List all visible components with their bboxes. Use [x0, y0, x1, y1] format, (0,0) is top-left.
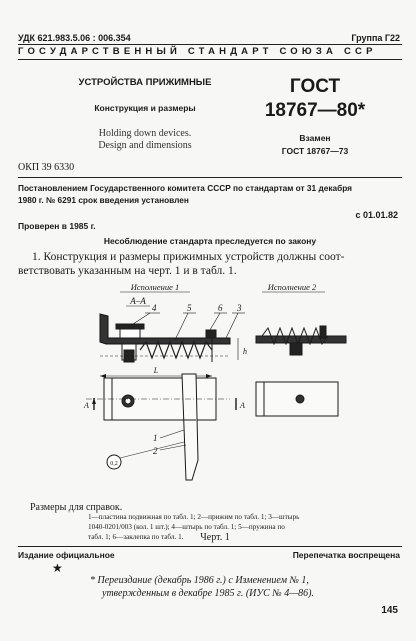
section-mark-right: А	[240, 401, 245, 410]
callout-2: 2	[153, 446, 158, 456]
body-paragraph-line-1: 1. Конструкция и размеры прижимных устройств должны соот-	[32, 251, 345, 263]
version-2-label: Исполнение 2	[267, 282, 317, 292]
callout-6: 6	[218, 303, 223, 313]
decree-line-2: 1980 г. № 6291 срок введения установлен	[18, 195, 189, 205]
udk-code: УДК 621.983.5.06 : 006.354	[18, 33, 131, 43]
dimension-h: h	[243, 347, 247, 356]
document-subtitle: Конструкция и размеры	[94, 103, 196, 113]
version-2-plan-view	[256, 382, 338, 416]
header-rule-top	[18, 44, 402, 45]
document-title: УСТРОЙСТВА ПРИЖИМНЫЕ	[78, 77, 212, 88]
reissue-line-1: * Переиздание (декабрь 1986 г.) с Изменением № 1,	[90, 575, 309, 586]
official-edition: Издание официальное	[18, 550, 115, 560]
version-2-side-view	[256, 326, 346, 355]
gost-number: 18767—80*	[264, 100, 366, 121]
decree-line-1: Постановлением Государственного комитета СССР по стандартам от 31 декабря	[18, 183, 353, 193]
notes-line-1: 1—пластина подвижная по табл. 1; 2—прижим по табл. 1; 3—штырь	[88, 513, 300, 521]
gost-label: ГОСТ	[289, 76, 341, 97]
replace-label: Взамен	[299, 133, 331, 143]
dimension-L: L	[153, 366, 159, 375]
reprint-prohibited: Перепечатка воспрещена	[292, 550, 400, 560]
legal-warning: Несоблюдение стандарта преследуется по закону	[103, 236, 317, 246]
okp-code: ОКП 39 6330	[18, 162, 75, 173]
state-standard-line: ГОСУДАРСТВЕННЫЙ СТАНДАРТ СОЮЗА ССР	[18, 46, 377, 57]
effective-date: с 01.01.82	[355, 210, 398, 220]
header-rule-bottom	[18, 59, 402, 60]
roughness-label: 0,2	[110, 461, 118, 467]
notes-title: Размеры для справок.	[30, 502, 123, 513]
title-english-1: Holding down devices.	[98, 128, 192, 139]
technical-drawing	[0, 280, 416, 490]
checked-year: Проверен в 1985 г.	[18, 221, 96, 231]
section-mark-left: А	[84, 401, 89, 410]
figure-caption: Черт. 1	[200, 532, 230, 543]
page-number: 145	[381, 605, 398, 616]
version-1-label: Исполнение 1	[130, 282, 180, 292]
reissue-line-2: утвержденным в декабре 1985 г. (ИУС № 4—86).	[102, 588, 314, 599]
callout-4: 4	[152, 303, 157, 313]
title-english-2: Design and dimensions	[98, 140, 192, 151]
notes-line-2: 1040-0201/003 (кол. 1 шт.); 4—штырь по табл. 1; 5—пружина по	[88, 523, 285, 531]
version-1-side-view	[100, 314, 230, 362]
star-mark: ★	[52, 561, 63, 575]
section-label: А–А	[130, 296, 146, 306]
notes-line-3: табл. 1; 6—заклепка по табл. 1.	[88, 533, 184, 541]
callout-1: 1	[153, 433, 158, 443]
callout-3: 3	[237, 303, 242, 313]
okp-rule	[18, 177, 402, 178]
group-code: Группа Г22	[351, 33, 400, 43]
callout-5: 5	[187, 303, 192, 313]
replace-value: ГОСТ 18767—73	[281, 146, 349, 156]
body-paragraph-line-2: ветствовать указанным на черт. 1 и в табл. 1.	[18, 265, 237, 277]
footer-rule	[18, 546, 402, 547]
